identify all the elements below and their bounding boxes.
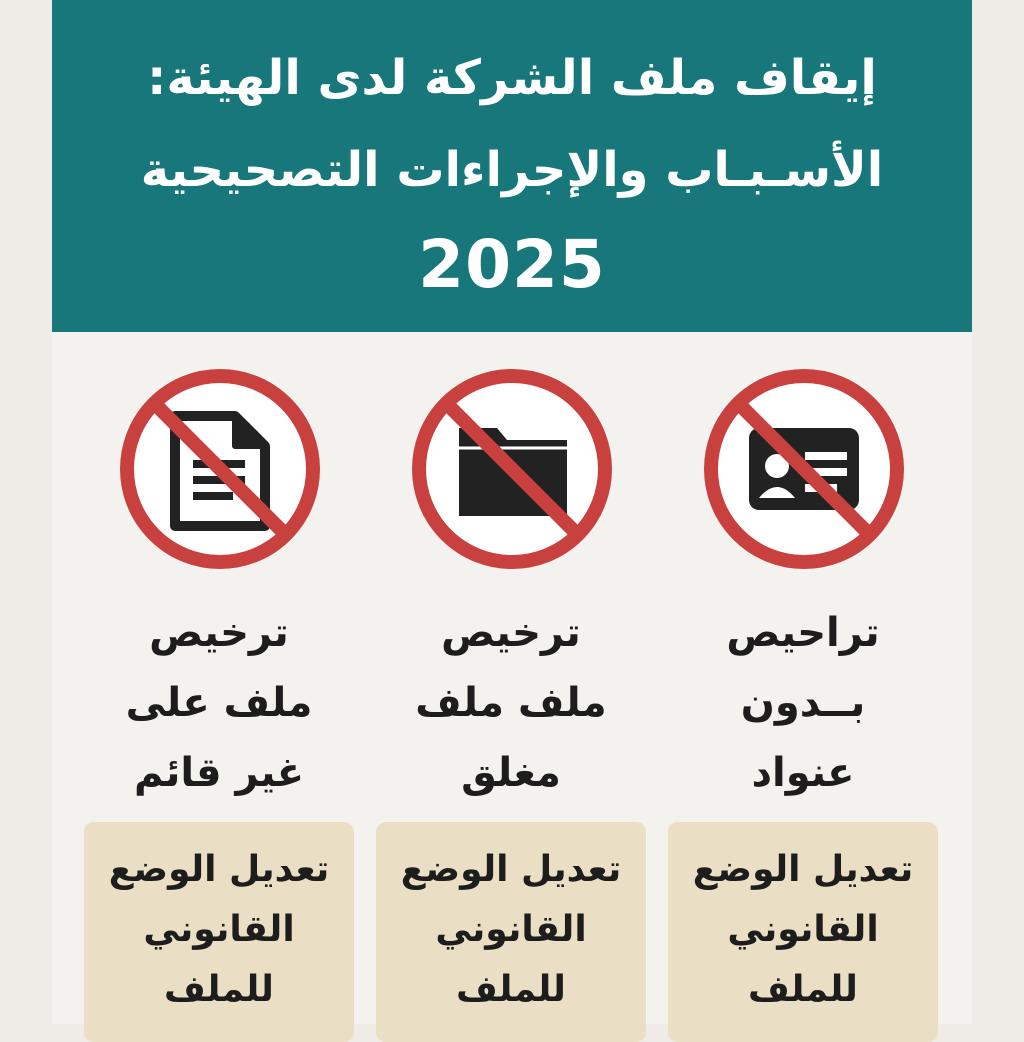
action-line: القانوني [143, 909, 295, 950]
reason-label-line: ملف على [125, 680, 313, 726]
action-line: تعديل الوضع [108, 849, 330, 890]
action-line: للملف [164, 969, 274, 1010]
reason-column-document [84, 360, 354, 1024]
reason-label-line: ترخيص [149, 610, 289, 656]
reason-column-id-card [668, 360, 938, 1024]
reason-label-line: تراحيص [726, 610, 880, 656]
action-line: تعديل الوضع [692, 849, 914, 890]
page-title: إيقاف ملف الشركة لدى الهيئة: [147, 50, 877, 106]
no-folder-icon [409, 366, 615, 572]
action-line: تعديل الوضع [400, 849, 622, 890]
reason-label-line: ملف ملف [415, 680, 607, 726]
reason-label [84, 598, 354, 808]
page-subtitle: الأسـبـاب والإجراءات التصحيحية [140, 142, 884, 198]
action-line: للملف [748, 969, 858, 1010]
action-line: القانوني [727, 909, 879, 950]
year-label: 2025 [418, 226, 606, 303]
action-line: القانوني [435, 909, 587, 950]
no-document-icon [117, 366, 323, 572]
corrective-action-box [668, 822, 938, 1042]
reason-label-line: عنواد [751, 750, 855, 796]
action-line: للملف [456, 969, 566, 1010]
no-id-card-icon [701, 366, 907, 572]
corrective-action-box [376, 822, 646, 1042]
reason-label-line: بــدون [740, 680, 866, 726]
header-banner [52, 0, 972, 332]
reason-label [376, 598, 646, 808]
reason-label-line: غير قائم [133, 750, 305, 796]
corrective-action-box [84, 822, 354, 1042]
reason-label-line: ترخيص [441, 610, 581, 656]
reason-column-folder [376, 360, 646, 1024]
reason-label-line: مغلق [461, 750, 561, 796]
reason-label [668, 598, 938, 808]
